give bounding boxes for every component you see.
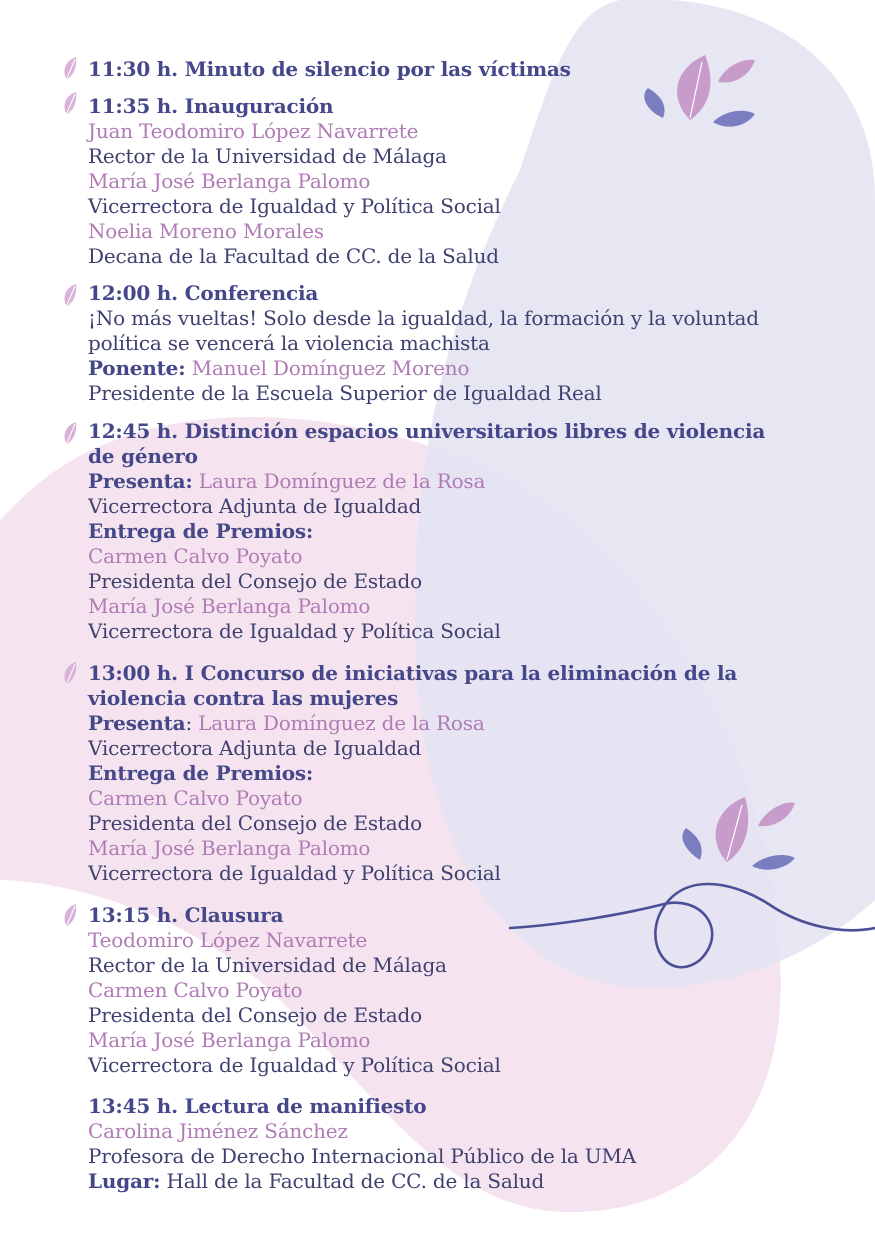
item-title: 12:45 h. Distinción espacios universitarios libres de violencia de género: [88, 419, 766, 468]
person-role: Rector de la Universidad de Málaga: [88, 953, 447, 977]
leaf-bullet-icon: [62, 420, 78, 446]
person-role: Vicerrectora de Igualdad y Política Social: [88, 1053, 501, 1077]
person-name: Carmen Calvo Poyato: [88, 978, 303, 1002]
speaker-role: Presidente de la Escuela Superior de Igualdad Real: [88, 381, 602, 405]
item-title: 13:45 h. Lectura de manifiesto: [88, 1094, 427, 1118]
leaf-bullet-icon: [62, 55, 78, 81]
program-item-inauguration: [88, 94, 778, 269]
presenter-name: Laura Domínguez de la Rosa: [198, 711, 485, 735]
person-role: Profesora de Derecho Internacional Público de la UMA: [88, 1144, 636, 1168]
program-item-silence: [88, 57, 778, 82]
person-role: Vicerrectora de Igualdad y Política Social: [88, 619, 501, 643]
person-name: Carmen Calvo Poyato: [88, 786, 303, 810]
person-name: Juan Teodomiro López Navarrete: [88, 119, 419, 143]
leaf-bullet-icon: [62, 660, 78, 686]
person-name: María José Berlanga Palomo: [88, 1028, 371, 1052]
place-value: Hall de la Facultad de CC. de la Salud: [166, 1169, 545, 1193]
person-role: Rector de la Universidad de Málaga: [88, 144, 447, 168]
person-name: Carmen Calvo Poyato: [88, 544, 303, 568]
person-name: María José Berlanga Palomo: [88, 594, 371, 618]
person-name: Carolina Jiménez Sánchez: [88, 1119, 348, 1143]
awards-label: Entrega de Premios:: [88, 519, 314, 543]
presenter-label: Presenta: [88, 711, 186, 735]
place-label: Lugar:: [88, 1169, 161, 1193]
person-name: María José Berlanga Palomo: [88, 836, 371, 860]
conference-description: ¡No más vueltas! Solo desde la igualdad, la formación y la voluntad política se vencerá la violencia machista: [88, 306, 759, 355]
leaf-bullet-icon: [62, 282, 78, 308]
item-title: 11:35 h. Inauguración: [88, 94, 334, 118]
person-role: Presidenta del Consejo de Estado: [88, 811, 422, 835]
person-name: María José Berlanga Palomo: [88, 169, 371, 193]
leaf-bullet-icon: [62, 902, 78, 928]
item-title: 13:15 h. Clausura: [88, 903, 284, 927]
item-title: 12:00 h. Conferencia: [88, 281, 319, 305]
program-item-manifesto: [88, 1094, 778, 1194]
program-item-distinction: [88, 419, 778, 644]
presenter-role: Vicerrectora Adjunta de Igualdad: [88, 494, 422, 518]
speaker-name: Manuel Domínguez Moreno: [191, 356, 470, 380]
person-role: Presidenta del Consejo de Estado: [88, 1003, 422, 1027]
item-title: 11:30 h. Minuto de silencio por las víctimas: [88, 57, 571, 81]
program-item-closing: [88, 903, 778, 1078]
presenter-label: Presenta:: [88, 469, 193, 493]
program-item-conference: [88, 281, 778, 406]
leaf-bullet-icon: [62, 90, 78, 116]
awards-label: Entrega de Premios:: [88, 761, 314, 785]
person-role: Vicerrectora de Igualdad y Política Social: [88, 194, 501, 218]
presenter-role: Vicerrectora Adjunta de Igualdad: [88, 736, 422, 760]
person-role: Vicerrectora de Igualdad y Política Social: [88, 861, 501, 885]
presenter-name: Laura Domínguez de la Rosa: [198, 469, 486, 493]
person-name: Teodomiro López Navarrete: [88, 928, 368, 952]
speaker-label: Ponente:: [88, 356, 186, 380]
person-role: Presidenta del Consejo de Estado: [88, 569, 422, 593]
program-item-contest: 13:00 h. I Concurso de iniciativas para la eliminación de la violencia contra las mujeres Presenta: Laura Domínguez de la Rosa Vicerrectora Adjunta de Igualdad Entrega de Premios: Carmen Calvo Poyato Presidenta del Consejo de Estado María José Berlanga Palomo Vicerrectora de Igualdad y Política Social: [88, 661, 778, 886]
item-title: 13:00 h. I Concurso de iniciativas para la eliminación de la violencia contra las mujeres: [88, 661, 738, 710]
person-name: Noelia Moreno Morales: [88, 219, 324, 243]
person-role: Decana de la Facultad de CC. de la Salud: [88, 244, 499, 268]
